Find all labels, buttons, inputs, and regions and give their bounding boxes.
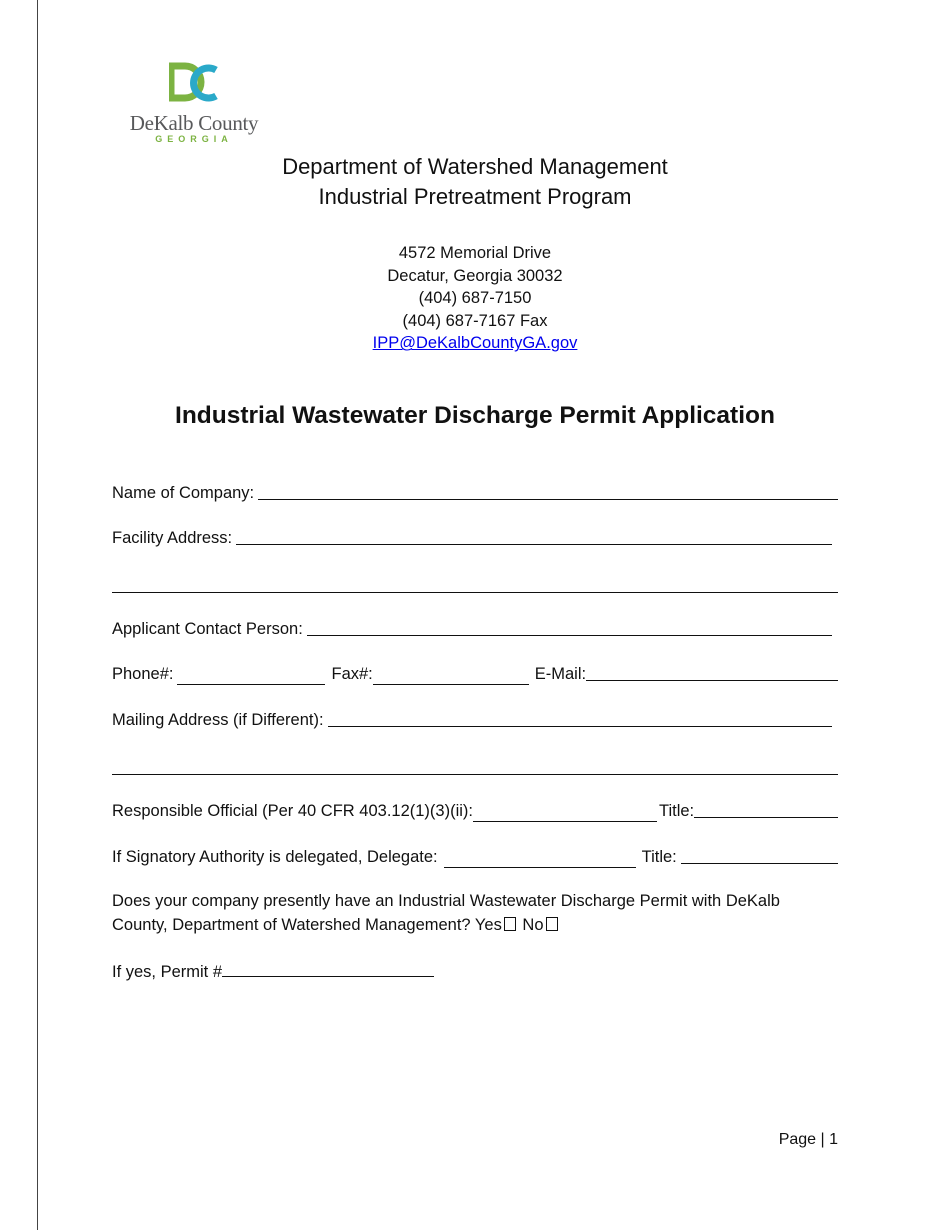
permit-number-field[interactable] — [112, 960, 472, 983]
page-number: Page | 1 — [778, 1131, 838, 1148]
fax-blank[interactable] — [373, 668, 529, 685]
company-label: Name of Company: — [112, 484, 255, 502]
facility-address-field[interactable] — [112, 527, 832, 549]
email-link[interactable]: IPP@DeKalbCountyGA.gov — [372, 334, 578, 353]
contact-label: Applicant Contact Person: — [112, 620, 303, 638]
phone-fax-email-row — [112, 663, 838, 685]
no-label: No — [522, 916, 544, 934]
contact-block — [0, 242, 950, 355]
question-text: Does your company presently have an Industrial Wastewater Discharge Permit with DeKalb County, Department of Watershed Management? — [112, 892, 780, 934]
address-line-2: Decatur, Georgia 30032 — [387, 266, 563, 285]
existing-permit-question — [112, 889, 838, 937]
official-label: Responsible Official (Per 40 CFR 403.12(1)(3)(ii): — [112, 802, 473, 820]
dekalb-county-logo — [125, 62, 265, 146]
permit-blank[interactable] — [222, 960, 434, 977]
company-name-field[interactable] — [112, 482, 838, 504]
mailing-address-line-2[interactable] — [112, 773, 838, 775]
delegate-row — [112, 846, 838, 868]
phone-blank[interactable] — [177, 668, 325, 685]
yes-checkbox[interactable] — [504, 917, 516, 931]
form-title: Industrial Wastewater Discharge Permit Application — [175, 402, 775, 429]
delegate-label: If Signatory Authority is delegated, Delegate: — [112, 848, 438, 866]
mailing-blank[interactable] — [328, 711, 832, 727]
phone-label: Phone#: — [112, 665, 174, 683]
yes-label: Yes — [474, 916, 502, 934]
delegate-title-label: Title: — [641, 848, 677, 866]
mailing-label: Mailing Address (if Different): — [112, 711, 324, 729]
facility-address-line-2[interactable] — [112, 591, 838, 593]
official-title-label: Title: — [659, 802, 695, 820]
contact-blank[interactable] — [307, 620, 832, 636]
program-name: Industrial Pretreatment Program — [318, 184, 632, 209]
department-name: Department of Watershed Management — [282, 154, 668, 179]
facility-label: Facility Address: — [112, 529, 233, 547]
no-checkbox[interactable] — [546, 917, 558, 931]
official-title-blank[interactable] — [694, 802, 838, 818]
email-blank[interactable] — [586, 665, 838, 681]
fax-label: Fax#: — [331, 665, 373, 683]
fax-number: (404) 687-7167 Fax — [402, 311, 548, 330]
responsible-official-row — [112, 800, 838, 822]
email-label: E-Mail: — [534, 665, 587, 683]
phone-number: (404) 687-7150 — [418, 289, 532, 308]
facility-blank[interactable] — [236, 529, 832, 545]
dc-monogram-icon — [169, 62, 219, 106]
logo-name: DeKalb County — [129, 111, 259, 135]
permit-label: If yes, Permit # — [112, 963, 223, 981]
delegate-blank[interactable] — [444, 851, 636, 868]
address-line-1: 4572 Memorial Drive — [398, 244, 552, 262]
contact-person-field[interactable] — [112, 618, 832, 640]
delegate-title-blank[interactable] — [681, 848, 838, 864]
company-blank[interactable] — [258, 484, 838, 500]
department-heading — [0, 152, 950, 212]
official-blank[interactable] — [473, 805, 657, 822]
mailing-address-field[interactable] — [112, 709, 832, 731]
logo-subtitle: GEORGIA — [155, 134, 233, 144]
